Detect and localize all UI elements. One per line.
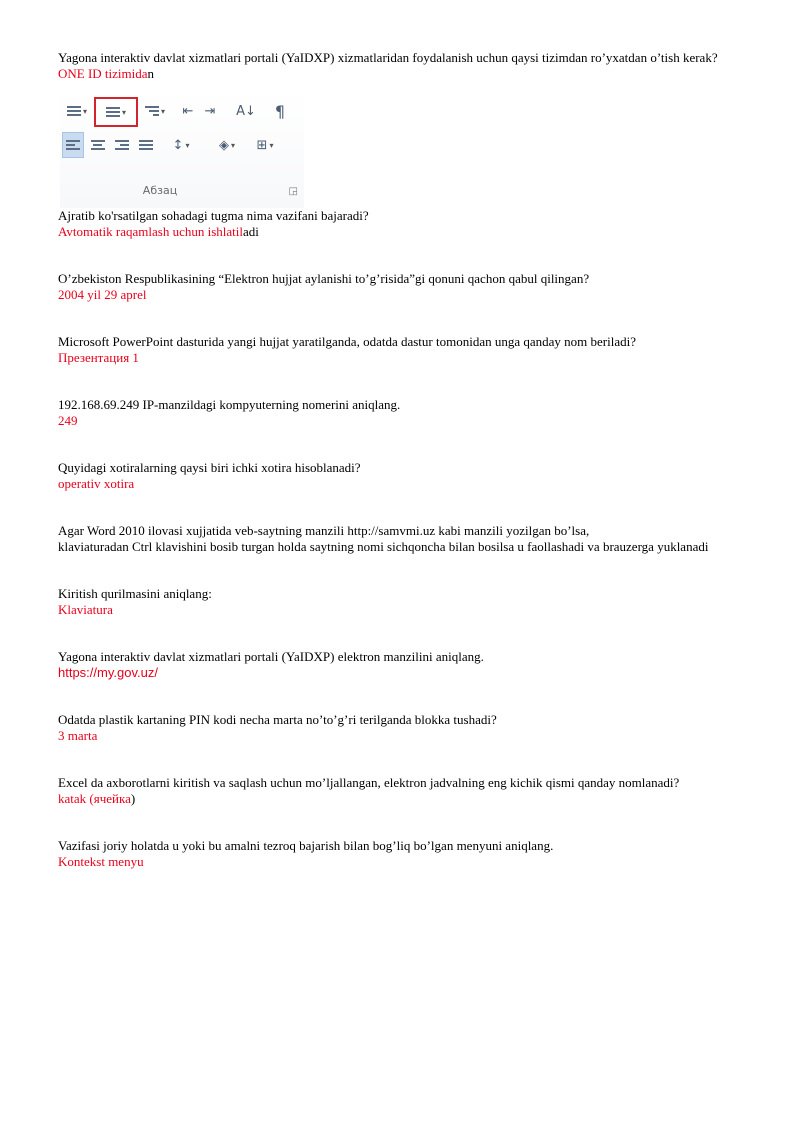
justify-icon (136, 134, 156, 156)
question-text: Quyidagi xotiralarning qaysi biri ichki xotira hisoblanadi? (58, 460, 361, 475)
question-text: Yagona interaktiv davlat xizmatlari portali (YaIDXP) xizmatlaridan foydalanish uchun qaysi tizimdan ro’yxatdan o’tish kerak? (58, 50, 718, 65)
question-text: 192.168.69.249 IP-manzildagi kompyuterning nomerini aniqlang. (58, 397, 401, 412)
decrease-indent-icon: ⇤ (182, 103, 194, 119)
answer-link[interactable]: https://my.gov.uz/ (58, 665, 158, 680)
answer-text: katak (ячейка) (58, 791, 136, 806)
answer-text: 2004 yil 29 aprel (58, 287, 147, 302)
question-block-5 (58, 397, 758, 429)
question-text: Microsoft PowerPoint dasturida yangi hujjat yaratilganda, odatda dastur tomonidan unga qanday nom beriladi? (58, 334, 636, 349)
dialog-launcher-icon: ◲ (288, 186, 298, 197)
increase-indent-icon: ⇥ (204, 103, 216, 119)
document-page (58, 50, 758, 901)
answer-text: Klaviatura (58, 602, 113, 617)
answer-text: Avtomatik raqamlash uchun ishlatiladi (58, 224, 259, 239)
align-center-icon (88, 134, 108, 156)
sort-icon: A↓ (236, 103, 256, 119)
question-block-4 (58, 334, 758, 366)
question-text: Kiritish qurilmasini aniqlang: (58, 586, 212, 601)
align-left-icon (62, 132, 84, 158)
question-text: Vazifasi joriy holatda u yoki bu amalni tezroq bajarish bilan bog’liq bo’lgan menyuni aniqlang. (58, 838, 554, 853)
bullets-icon: ▾ (64, 100, 90, 122)
question-text-continued: klaviaturadan Ctrl klavishini bosib turgan holda saytning nomi sichqoncha bilan bosilsa u faollashadi va brauzerga yuklanadi (58, 539, 709, 554)
question-block-8 (58, 586, 758, 618)
numbering-icon: ▾ (94, 97, 138, 127)
question-block-3 (58, 271, 758, 303)
answer-text: operativ xotira (58, 476, 135, 491)
answer-text: Kontekst menyu (58, 854, 144, 869)
question-block-10 (58, 712, 758, 744)
align-right-icon (112, 134, 132, 156)
question-block-2 (58, 208, 758, 240)
question-text: Odatda plastik kartaning PIN kodi necha marta no’to’g’ri terilganda blokka tushadi? (58, 712, 497, 727)
question-text: O’zbekiston Respublikasining “Elektron hujjat aylanishi to’g’risida”gi qonuni qachon qabul qilingan? (58, 271, 590, 286)
question-block-12 (58, 838, 758, 870)
multilevel-list-icon: ▾ (142, 100, 168, 122)
question-block-6 (58, 460, 758, 492)
question-block-1 (58, 50, 758, 82)
answer-text: 249 (58, 413, 78, 428)
answer-text: ONE ID tizimidan (58, 66, 155, 81)
answer-text: 3 marta (58, 728, 98, 743)
paragraph-ribbon-image (60, 90, 304, 208)
question-text: Ajratib ko'rsatilgan sohadagi tugma nima vazifani bajaradi? (58, 208, 369, 223)
question-text: Excel da axborotlarni kiritish va saqlash uchun mo’ljallangan, elektron jadvalning eng kichik qismi qanday nomlanadi? (58, 775, 680, 790)
answer-text: Презентация 1 (58, 350, 139, 365)
pilcrow-icon: ¶ (274, 101, 286, 121)
question-block-7 (58, 523, 758, 555)
ribbon-group-caption: Абзац (142, 184, 178, 197)
question-text: Agar Word 2010 ilovasi xujjatida veb-saytning manzili http://samvmi.uz kabi manzili yozilgan bo’lsa, (58, 523, 590, 538)
question-text: Yagona interaktiv davlat xizmatlari portali (YaIDXP) elektron manzilini aniqlang. (58, 649, 484, 664)
borders-icon: ⊞ ▾ (256, 137, 274, 153)
line-spacing-icon: ↕ ▾ (172, 137, 190, 153)
shading-icon: ◈ ▾ (218, 137, 235, 153)
question-block-9 (58, 649, 758, 681)
question-block-11 (58, 775, 758, 807)
